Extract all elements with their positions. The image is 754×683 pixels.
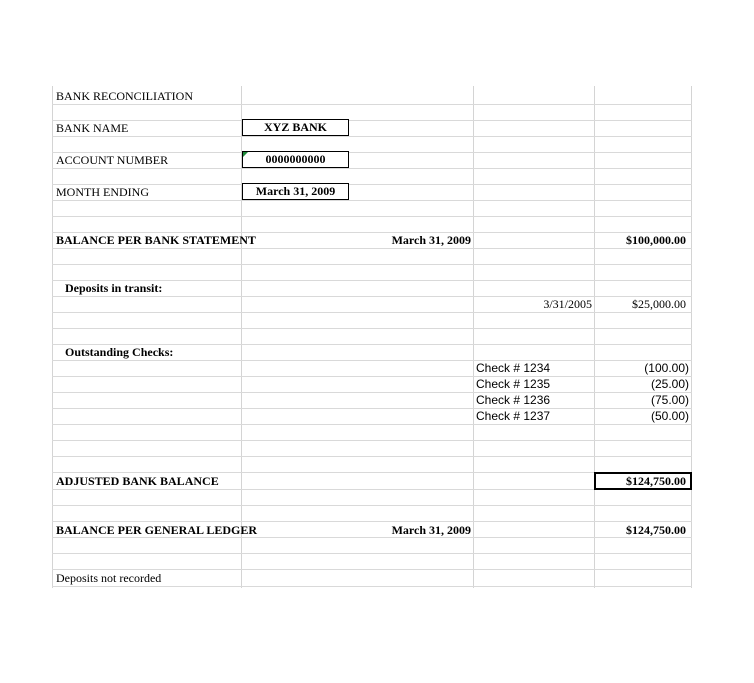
general-ledger-amount: $124,750.00 (626, 523, 686, 537)
deposit-in-transit-amount: $25,000.00 (632, 297, 686, 311)
column-divider (691, 86, 692, 588)
row-divider (52, 104, 692, 105)
month-ending-field[interactable]: March 31, 2009 (242, 183, 349, 200)
deposits-in-transit-label: Deposits in transit: (65, 281, 163, 295)
deposit-in-transit-date: 3/31/2005 (543, 297, 592, 311)
check-amount: (50.00) (650, 409, 689, 423)
row-divider (52, 264, 692, 265)
bank-statement-date: March 31, 2009 (391, 233, 471, 247)
row-divider (52, 120, 692, 121)
outstanding-checks-label: Outstanding Checks: (65, 345, 174, 359)
bank-statement-label: BALANCE PER BANK STATEMENT (56, 233, 256, 247)
check-amount: (25.00) (650, 377, 689, 391)
row-divider (52, 440, 692, 441)
row-divider (52, 521, 692, 522)
bank-name-label: BANK NAME (56, 121, 129, 135)
row-divider (52, 168, 692, 169)
month-ending-label: MONTH ENDING (56, 185, 149, 199)
row-divider (52, 553, 692, 554)
row-divider (52, 216, 692, 217)
bank-statement-amount: $100,000.00 (626, 233, 686, 247)
row-divider (52, 569, 692, 570)
account-number-field[interactable]: 0000000000 (242, 151, 349, 168)
general-ledger-date: March 31, 2009 (391, 523, 471, 537)
adjusted-bank-balance-amount[interactable]: $124,750.00 (594, 472, 692, 490)
deposits-not-recorded-label: Deposits not recorded (56, 571, 162, 585)
row-divider (52, 200, 692, 201)
column-divider (594, 86, 595, 588)
column-divider (473, 86, 474, 588)
adjusted-bank-balance-label: ADJUSTED BANK BALANCE (56, 474, 219, 488)
row-divider (52, 537, 692, 538)
check-amount: (75.00) (650, 393, 689, 407)
row-divider (52, 248, 692, 249)
row-divider (52, 505, 692, 506)
comment-indicator-icon (243, 152, 248, 157)
bank-name-field[interactable]: XYZ BANK (242, 119, 349, 136)
general-ledger-label: BALANCE PER GENERAL LEDGER (56, 523, 258, 537)
row-divider (52, 456, 692, 457)
column-divider (52, 86, 53, 588)
row-divider (52, 136, 692, 137)
check-number: Check # 1237 (476, 409, 551, 423)
row-divider (52, 424, 692, 425)
check-number: Check # 1235 (476, 377, 551, 391)
row-divider (52, 328, 692, 329)
check-number: Check # 1234 (476, 361, 551, 375)
check-amount: (100.00) (644, 361, 689, 375)
report-title: BANK RECONCILIATION (56, 89, 193, 103)
row-divider (52, 586, 692, 587)
row-divider (52, 312, 692, 313)
check-number: Check # 1236 (476, 393, 551, 407)
account-number-label: ACCOUNT NUMBER (56, 153, 169, 167)
